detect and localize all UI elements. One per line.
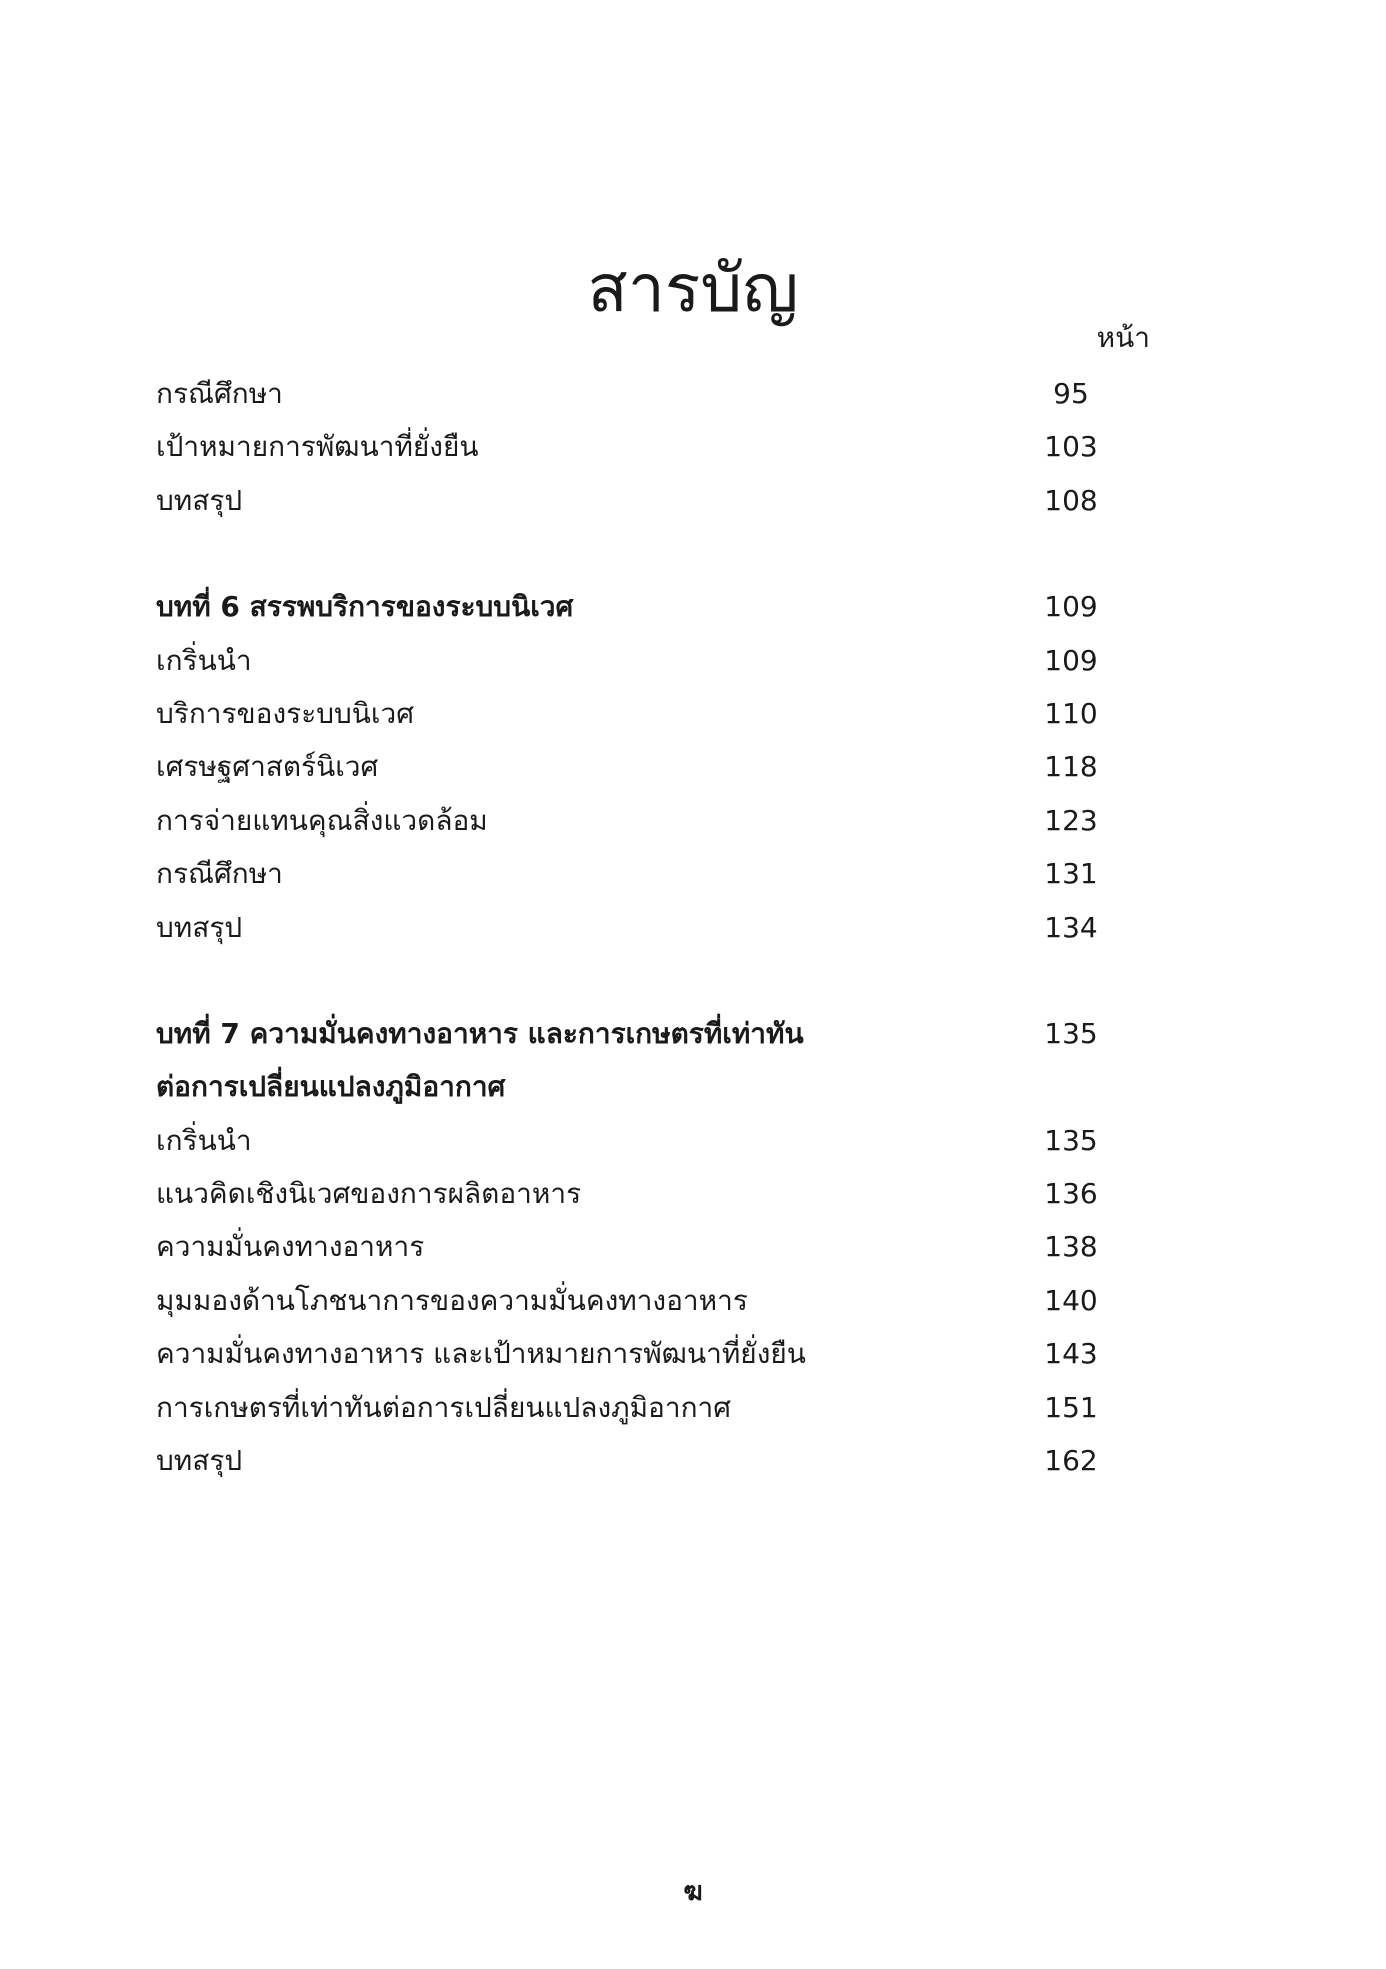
toc-entry <box>156 1441 1116 1494</box>
toc-entry <box>156 1281 1116 1334</box>
toc-entry-title: ความมั่นคงทางอาหาร และเป้าหมายการพัฒนาที่ยั่งยืน <box>156 1337 806 1371</box>
toc-entry-title: เกริ่นนำ <box>156 1123 252 1157</box>
toc-entry <box>156 374 1116 427</box>
toc-entry-page: 138 <box>1044 1230 1098 1264</box>
toc-entry-page: 136 <box>1044 1177 1098 1211</box>
toc-entry-title: บริการของระบบนิเวศ <box>156 696 414 730</box>
toc-entry-page: 135 <box>1044 1123 1098 1157</box>
toc-entry <box>156 427 1116 480</box>
toc-entry-page: 135 <box>1044 1016 1098 1050</box>
toc-entry <box>156 481 1116 534</box>
toc-chapter-heading <box>156 587 1116 640</box>
toc-entry-page: 109 <box>1044 643 1098 677</box>
toc-entry-page: 109 <box>1044 590 1098 624</box>
toc-entry-page: 110 <box>1044 696 1098 730</box>
toc-entry-title: ความมั่นคงทางอาหาร <box>156 1230 425 1264</box>
toc-entry-title: กรณีศึกษา <box>156 377 283 410</box>
toc-entry <box>156 1334 1116 1387</box>
toc-entry-title: เกริ่นนำ <box>156 643 252 677</box>
toc-entry-title: มุมมองด้านโภชนาการของความมั่นคงทางอาหาร <box>156 1283 748 1317</box>
toc-entry-page: 118 <box>1044 750 1098 784</box>
table-of-contents <box>156 374 1116 1547</box>
toc-entry-title: แนวคิดเชิงนิเวศของการผลิตอาหาร <box>156 1177 582 1211</box>
toc-entry-title: การจ่ายแทนคุณสิ่งแวดล้อม <box>156 803 488 837</box>
page-title: สารบัญ <box>587 250 799 328</box>
toc-entry-page: 162 <box>1044 1444 1098 1478</box>
toc-entry-title: ต่อการเปลี่ยนแปลงภูมิอากาศ <box>156 1070 506 1104</box>
toc-entry-title: การเกษตรที่เท่าทันต่อการเปลี่ยนแปลงภูมิอากาศ <box>156 1390 732 1424</box>
toc-entry <box>156 694 1116 747</box>
toc-group <box>156 587 1116 961</box>
toc-group <box>156 1014 1116 1495</box>
toc-entry-page: 131 <box>1044 857 1098 891</box>
toc-entry-page: 134 <box>1044 910 1098 944</box>
toc-entry-title: กรณีศึกษา <box>156 857 283 891</box>
toc-entry-title: เป้าหมายการพัฒนาที่ยั่งยืน <box>156 430 479 464</box>
toc-entry-title: บทที่ 7 ความมั่นคงทางอาหาร และการเกษตรที่เท่าทัน <box>156 1016 804 1050</box>
toc-entry <box>156 1121 1116 1174</box>
toc-entry-page: 151 <box>1044 1390 1098 1424</box>
toc-entry-title: เศรษฐศาสตร์นิเวศ <box>156 750 379 784</box>
page-number: ฆ <box>683 1877 703 1907</box>
toc-entry <box>156 1388 1116 1441</box>
toc-group <box>156 374 1116 534</box>
toc-entry-page: 140 <box>1044 1283 1098 1317</box>
toc-entry <box>156 641 1116 694</box>
toc-entry-title: บทสรุป <box>156 910 243 944</box>
toc-entry <box>156 747 1116 800</box>
toc-entry <box>156 1174 1116 1227</box>
toc-entry-page: 123 <box>1044 803 1098 837</box>
toc-chapter-heading <box>156 1014 1116 1067</box>
toc-entry-page: 108 <box>1044 483 1098 517</box>
toc-entry-title: บทสรุป <box>156 483 243 517</box>
toc-entry <box>156 908 1116 961</box>
toc-entry-page: 103 <box>1044 430 1098 464</box>
toc-entry-title: บทสรุป <box>156 1444 243 1478</box>
page-column-label: หน้า <box>1096 321 1150 354</box>
toc-entry <box>156 854 1116 907</box>
toc-entry <box>156 801 1116 854</box>
toc-entry-title: บทที่ 6 สรรพบริการของระบบนิเวศ <box>156 590 574 624</box>
toc-entry <box>156 1227 1116 1280</box>
toc-entry-page: 95 <box>1053 377 1089 410</box>
toc-chapter-heading <box>156 1067 1116 1120</box>
toc-entry-page: 143 <box>1044 1337 1098 1371</box>
